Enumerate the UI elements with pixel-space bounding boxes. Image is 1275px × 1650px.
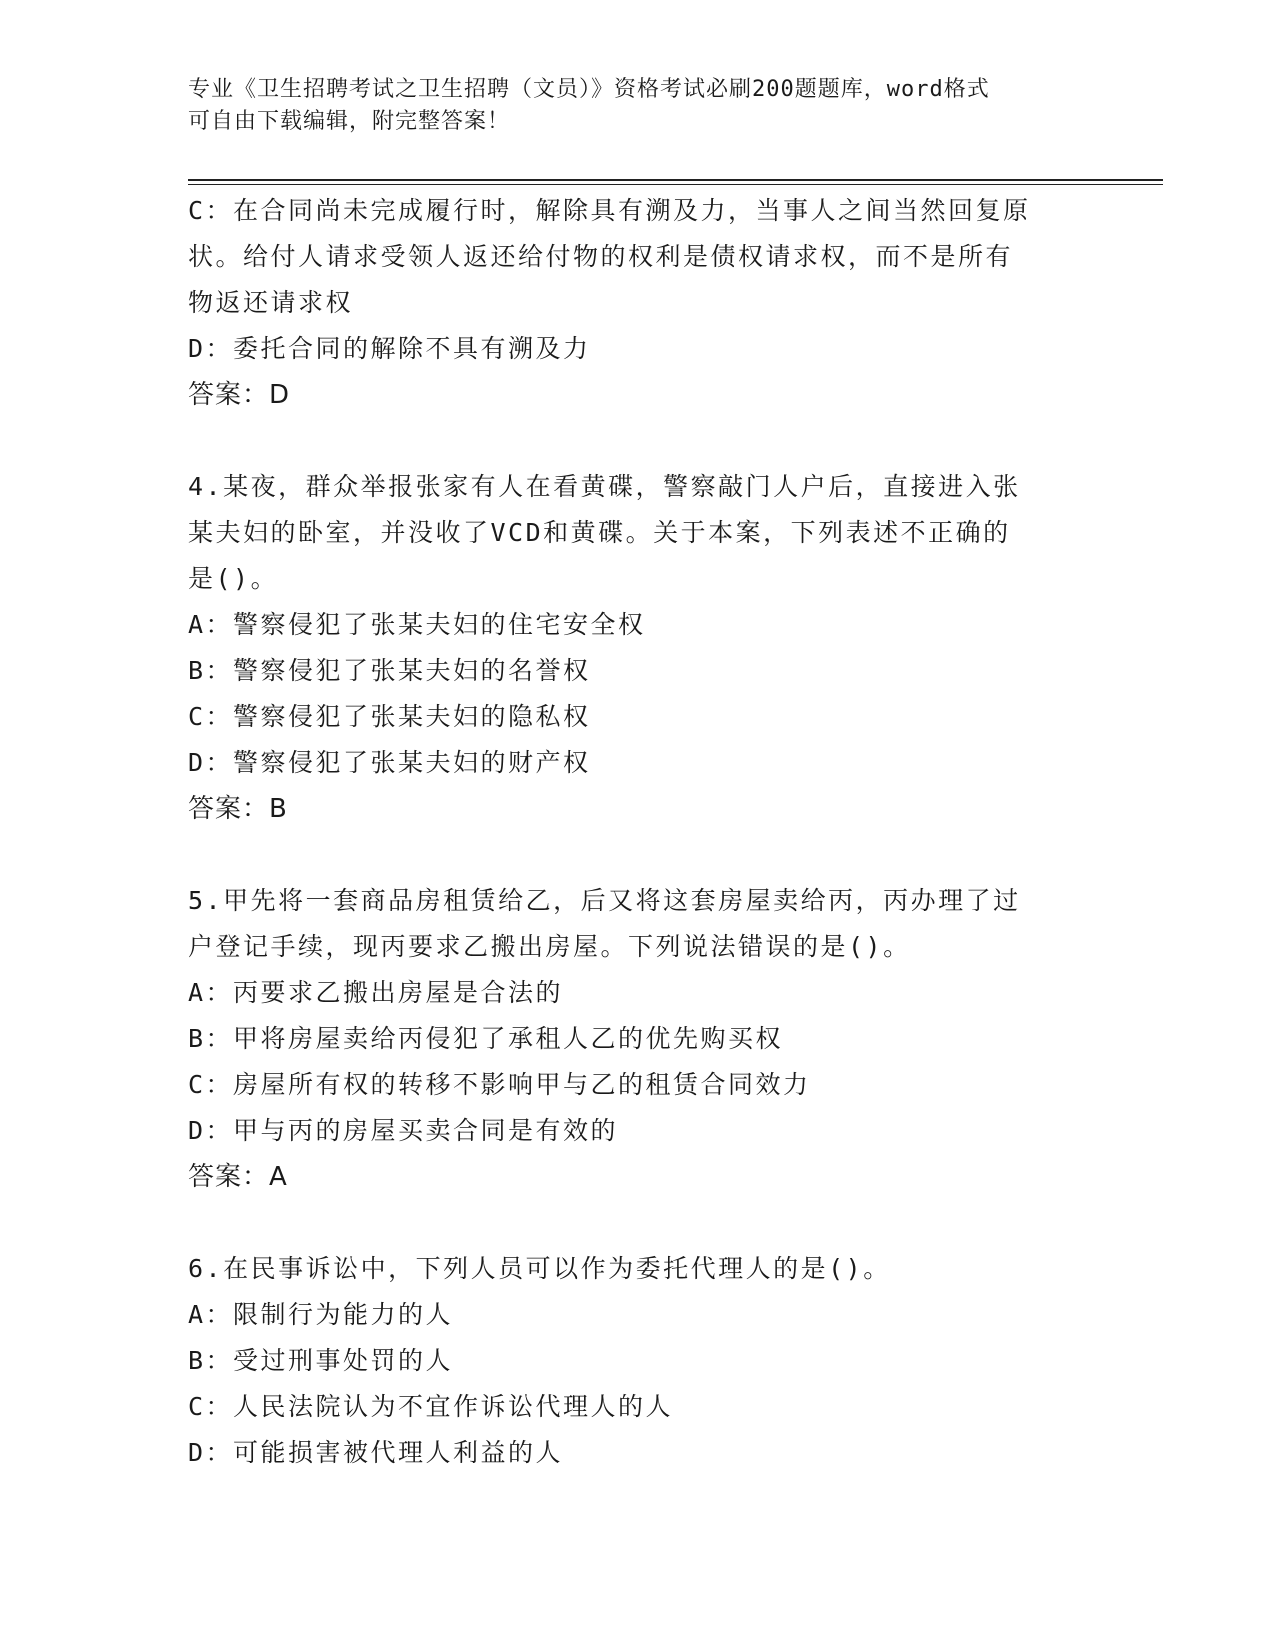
q6-option-c: C：人民法院认为不宜作诉讼代理人的人 xyxy=(188,1392,674,1421)
q6-option-d: D：可能损害被代理人利益的人 xyxy=(188,1438,564,1467)
document-header xyxy=(188,74,1088,138)
q3-answer: 答案：D xyxy=(188,380,291,410)
header-title-line-1: 专业《卫生招聘考试之卫生招聘（文员）》资格考试必刷200题题库，word格式 xyxy=(188,77,990,102)
question-4 xyxy=(188,464,1088,832)
q4-option-d: D：警察侵犯了张某夫妇的财产权 xyxy=(188,748,591,777)
q4-option-c: C：警察侵犯了张某夫妇的隐私权 xyxy=(188,702,591,731)
header-divider-thick xyxy=(188,179,1163,181)
q5-stem-line-1: 5.甲先将一套商品房租赁给乙，后又将这套房屋卖给丙，丙办理了过 xyxy=(188,886,1021,915)
q5-option-c: C：房屋所有权的转移不影响甲与乙的租赁合同效力 xyxy=(188,1070,811,1099)
q3-option-d: D：委托合同的解除不具有溯及力 xyxy=(188,334,591,363)
q4-option-b: B：警察侵犯了张某夫妇的名誉权 xyxy=(188,656,591,685)
header-title-line-2: 可自由下载编辑，附完整答案！ xyxy=(188,109,511,134)
q4-stem-line-3: 是()。 xyxy=(188,564,279,593)
q5-option-d: D：甲与丙的房屋买卖合同是有效的 xyxy=(188,1116,619,1145)
q5-answer: 答案：A xyxy=(188,1162,288,1192)
question-5 xyxy=(188,878,1088,1200)
question-content xyxy=(188,188,1088,1476)
q5-option-b: B：甲将房屋卖给丙侵犯了承租人乙的优先购买权 xyxy=(188,1024,784,1053)
q4-answer: 答案：B xyxy=(188,794,288,824)
question-3-tail xyxy=(188,188,1088,418)
q3-option-c-line-1: C：在合同尚未完成履行时，解除具有溯及力，当事人之间当然回复原 xyxy=(188,196,1031,225)
q3-option-c-line-2: 状。给付人请求受领人返还给付物的权利是债权请求权，而不是所有 xyxy=(188,242,1014,271)
q6-option-a: A：限制行为能力的人 xyxy=(188,1300,454,1329)
q6-stem: 6.在民事诉讼中，下列人员可以作为委托代理人的是()。 xyxy=(188,1254,891,1283)
q4-stem-line-2: 某夫妇的卧室，并没收了VCD和黄碟。关于本案，下列表述不正确的 xyxy=(188,518,1011,547)
q4-stem-line-1: 4.某夜，群众举报张家有人在看黄碟，警察敲门人户后，直接进入张 xyxy=(188,472,1021,501)
q5-option-a: A：丙要求乙搬出房屋是合法的 xyxy=(188,978,564,1007)
q4-option-a: A：警察侵犯了张某夫妇的住宅安全权 xyxy=(188,610,646,639)
q3-option-c-line-3: 物返还请求权 xyxy=(188,288,354,317)
header-divider-thin xyxy=(188,184,1163,185)
question-6 xyxy=(188,1246,1088,1476)
q6-option-b: B：受过刑事处罚的人 xyxy=(188,1346,454,1375)
q5-stem-line-2: 户登记手续，现丙要求乙搬出房屋。下列说法错误的是()。 xyxy=(188,932,911,961)
